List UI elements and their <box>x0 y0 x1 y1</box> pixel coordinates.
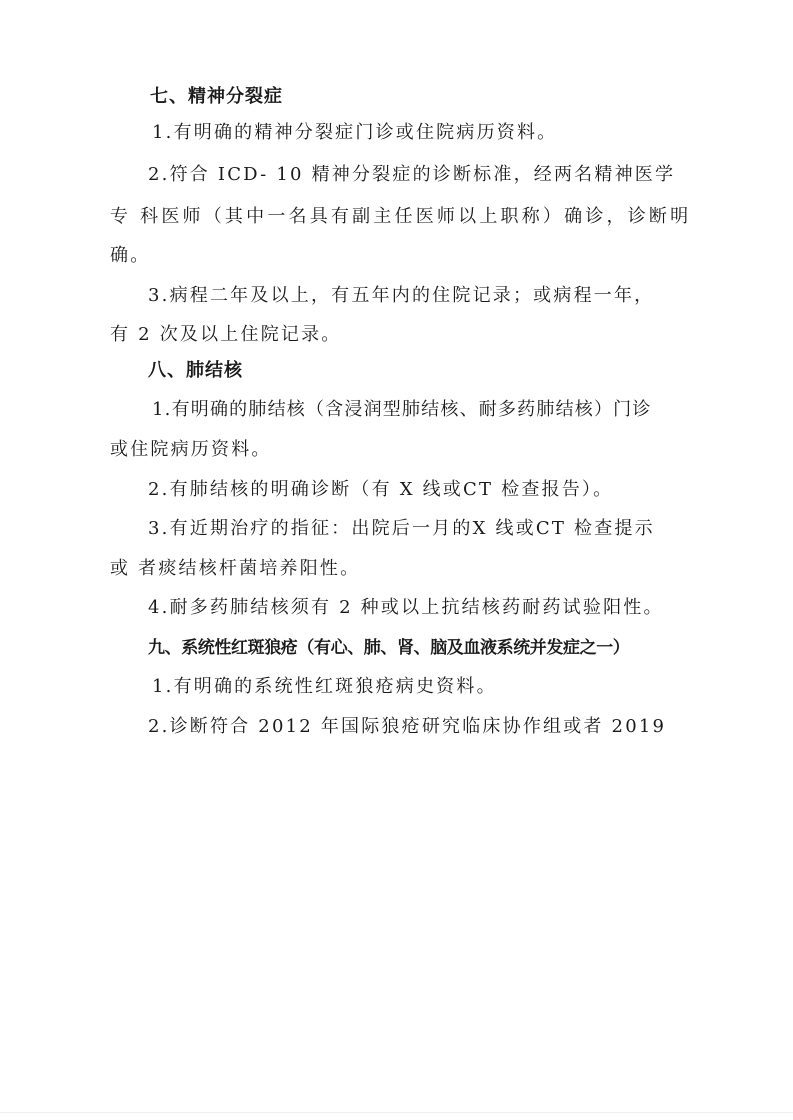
paragraph-line: 2.诊断符合 2012 年国际狼疮研究临床协作组或者 2019 <box>148 716 667 737</box>
paragraph-line: 2.有肺结核的明确诊断（有 X 线或CT 检查报告）。 <box>148 479 614 500</box>
paragraph-line: 或 者痰结核杆菌培养阳性。 <box>110 558 361 579</box>
section-heading-tuberculosis: 八、肺结核 <box>148 360 243 381</box>
paragraph-line: 3.有近期治疗的指征：出院后一月的X 线或CT 检查提示 <box>148 518 655 539</box>
paragraph-line: 专 科医师（其中一名具有副主任医师以上职称）确诊，诊断明 <box>110 206 692 227</box>
paragraph-line: 或住院病历资料。 <box>110 439 272 460</box>
paragraph-line: 有 2 次及以上住院记录。 <box>110 324 342 345</box>
paragraph-line: 确。 <box>110 245 151 266</box>
paragraph-line: 1.有明确的肺结核（含浸润型肺结核、耐多药肺结核）门诊 <box>152 399 652 420</box>
section-heading-schizophrenia: 七、精神分裂症 <box>150 86 283 107</box>
paragraph-line: 3.病程二年及以上，有五年内的住院记录；或病程一年， <box>148 285 655 306</box>
paragraph-line: 1.有明确的系统性红斑狼疮病史资料。 <box>152 676 497 697</box>
section-heading-lupus: 九、系统性红斑狼疮（有心、肺、肾、脑及血液系统并发症之一） <box>148 638 630 658</box>
paragraph-line: 1.有明确的精神分裂症门诊或住院病历资料。 <box>152 122 558 143</box>
page-bottom-edge <box>0 1112 793 1113</box>
paragraph-line: 4.耐多药肺结核须有 2 种或以上抗结核药耐药试验阳性。 <box>148 597 664 618</box>
paragraph-line: 2.符合 ICD- 10 精神分裂症的诊断标准，经两名精神医学 <box>148 164 676 185</box>
